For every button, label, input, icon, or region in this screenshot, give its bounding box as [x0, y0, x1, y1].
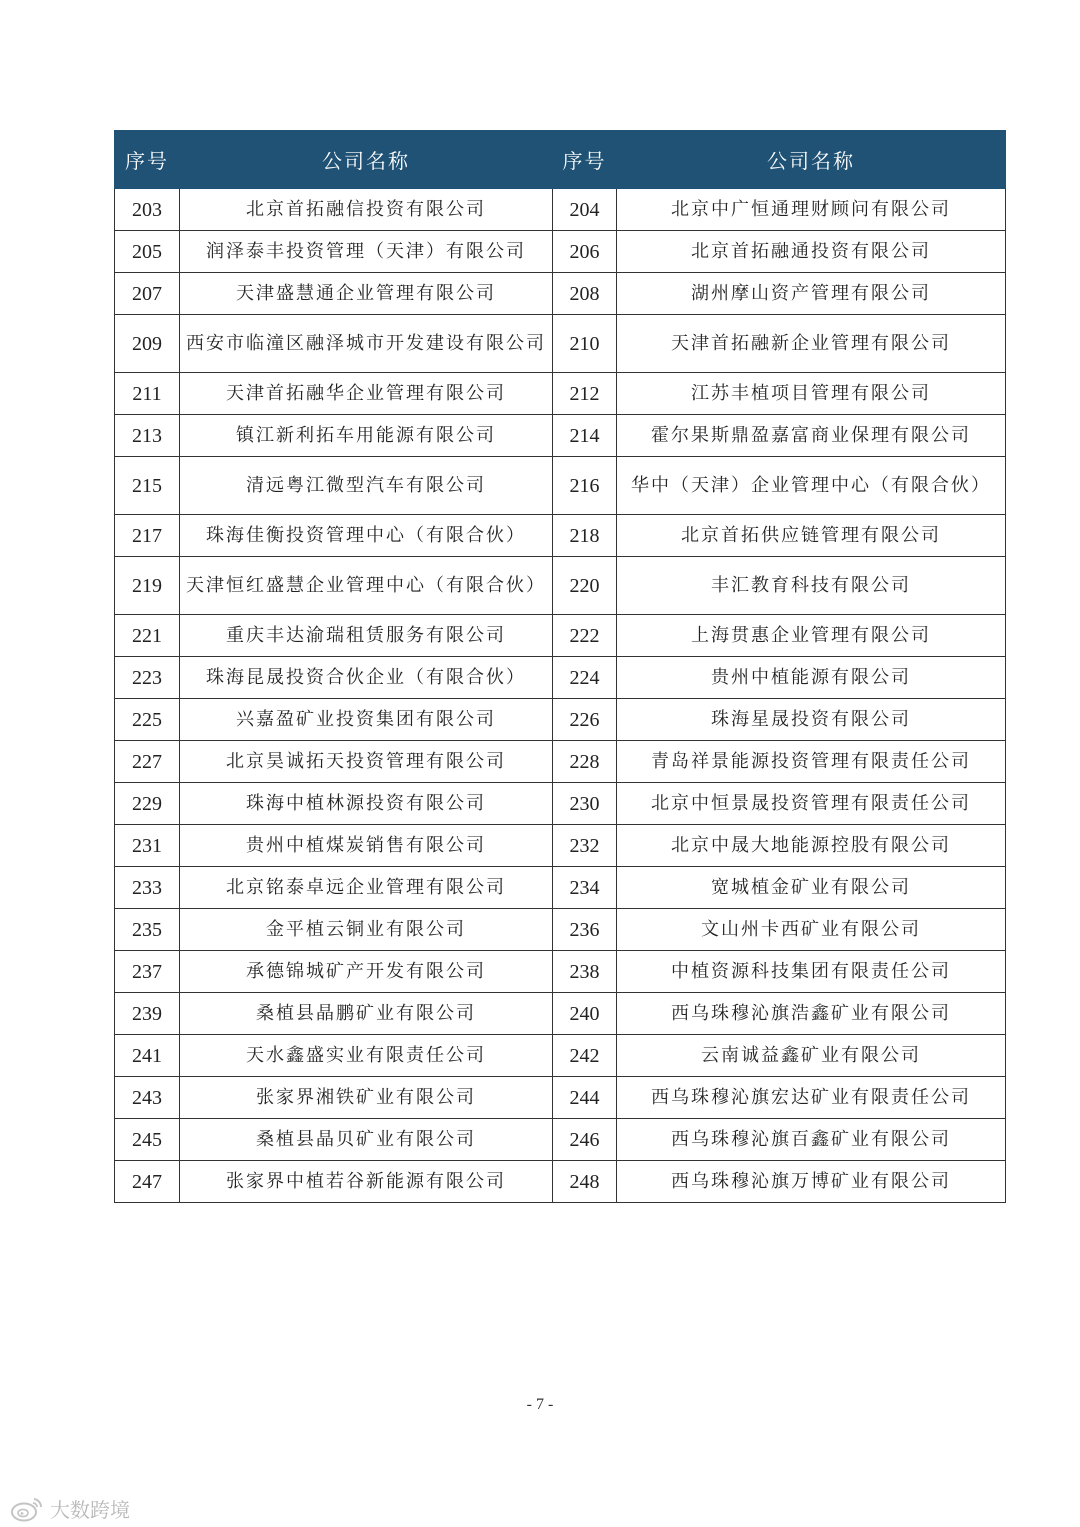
- table-row: [115, 825, 1006, 867]
- company-name-cell: 丰汇教育科技有限公司: [617, 557, 1006, 615]
- header-company-left: 公司名称: [180, 131, 553, 189]
- serial-cell: 237: [115, 951, 180, 993]
- company-name-cell: 天津盛慧通企业管理有限公司: [180, 273, 553, 315]
- company-name-cell: 重庆丰达渝瑞租赁服务有限公司: [180, 615, 553, 657]
- serial-cell: 221: [115, 615, 180, 657]
- company-name-cell: 清远粤江微型汽车有限公司: [180, 457, 553, 515]
- serial-cell: 228: [553, 741, 617, 783]
- serial-cell: 209: [115, 315, 180, 373]
- company-name-cell: 西乌珠穆沁旗宏达矿业有限责任公司: [617, 1077, 1006, 1119]
- company-name-cell: 西乌珠穆沁旗浩鑫矿业有限公司: [617, 993, 1006, 1035]
- serial-cell: 222: [553, 615, 617, 657]
- table-row: [115, 1161, 1006, 1203]
- table-row: [115, 615, 1006, 657]
- company-name-cell: 珠海中植林源投资有限公司: [180, 783, 553, 825]
- serial-cell: 204: [553, 189, 617, 231]
- company-name-cell: 珠海昆晟投资合伙企业（有限合伙）: [180, 657, 553, 699]
- company-name-cell: 北京首拓融通投资有限公司: [617, 231, 1006, 273]
- company-name-cell: 天水鑫盛实业有限责任公司: [180, 1035, 553, 1077]
- table-row: [115, 783, 1006, 825]
- company-name-cell: 天津首拓融华企业管理有限公司: [180, 373, 553, 415]
- table-row: [115, 373, 1006, 415]
- serial-cell: 220: [553, 557, 617, 615]
- table-row: [115, 315, 1006, 373]
- company-name-cell: 张家界湘铁矿业有限公司: [180, 1077, 553, 1119]
- serial-cell: 212: [553, 373, 617, 415]
- serial-cell: 213: [115, 415, 180, 457]
- company-name-cell: 贵州中植能源有限公司: [617, 657, 1006, 699]
- serial-cell: 217: [115, 515, 180, 557]
- serial-cell: 208: [553, 273, 617, 315]
- table-row: [115, 951, 1006, 993]
- table-row: [115, 993, 1006, 1035]
- table-row: [115, 273, 1006, 315]
- company-name-cell: 宽城植金矿业有限公司: [617, 867, 1006, 909]
- serial-cell: 231: [115, 825, 180, 867]
- page-number: - 7 -: [526, 1396, 554, 1413]
- serial-cell: 239: [115, 993, 180, 1035]
- serial-cell: 216: [553, 457, 617, 515]
- header-company-right: 公司名称: [617, 131, 1006, 189]
- serial-cell: 205: [115, 231, 180, 273]
- table-row: [115, 457, 1006, 515]
- serial-cell: 218: [553, 515, 617, 557]
- company-name-cell: 珠海星晟投资有限公司: [617, 699, 1006, 741]
- serial-cell: 240: [553, 993, 617, 1035]
- serial-cell: 215: [115, 457, 180, 515]
- table-row: [115, 557, 1006, 615]
- company-list-table: [114, 130, 1006, 1203]
- company-name-cell: 贵州中植煤炭销售有限公司: [180, 825, 553, 867]
- company-name-cell: 云南诚益鑫矿业有限公司: [617, 1035, 1006, 1077]
- serial-cell: 248: [553, 1161, 617, 1203]
- table-header-row: [115, 131, 1006, 189]
- serial-cell: 235: [115, 909, 180, 951]
- serial-cell: 206: [553, 231, 617, 273]
- company-name-cell: 北京昊诚拓天投资管理有限公司: [180, 741, 553, 783]
- table-row: [115, 515, 1006, 557]
- company-name-cell: 张家界中植若谷新能源有限公司: [180, 1161, 553, 1203]
- serial-cell: 242: [553, 1035, 617, 1077]
- serial-cell: 234: [553, 867, 617, 909]
- serial-cell: 227: [115, 741, 180, 783]
- serial-cell: 247: [115, 1161, 180, 1203]
- table-row: [115, 415, 1006, 457]
- company-name-cell: 北京首拓供应链管理有限公司: [617, 515, 1006, 557]
- serial-cell: 225: [115, 699, 180, 741]
- serial-cell: 230: [553, 783, 617, 825]
- serial-cell: 224: [553, 657, 617, 699]
- table-row: [115, 1119, 1006, 1161]
- company-name-cell: 珠海佳衡投资管理中心（有限合伙）: [180, 515, 553, 557]
- company-name-cell: 中植资源科技集团有限责任公司: [617, 951, 1006, 993]
- company-name-cell: 润泽泰丰投资管理（天津）有限公司: [180, 231, 553, 273]
- watermark: [10, 1494, 130, 1523]
- weibo-logo-icon: [10, 1495, 44, 1523]
- table-row: [115, 657, 1006, 699]
- table-row: [115, 1077, 1006, 1119]
- table-row: [115, 909, 1006, 951]
- serial-cell: 243: [115, 1077, 180, 1119]
- table-body: [115, 189, 1006, 1203]
- table-row: [115, 189, 1006, 231]
- serial-cell: 226: [553, 699, 617, 741]
- serial-cell: 244: [553, 1077, 617, 1119]
- serial-cell: 246: [553, 1119, 617, 1161]
- table-row: [115, 867, 1006, 909]
- company-name-cell: 镇江新利拓车用能源有限公司: [180, 415, 553, 457]
- serial-cell: 211: [115, 373, 180, 415]
- company-name-cell: 华中（天津）企业管理中心（有限合伙）: [617, 457, 1006, 515]
- company-name-cell: 承德锦城矿产开发有限公司: [180, 951, 553, 993]
- company-name-cell: 天津首拓融新企业管理有限公司: [617, 315, 1006, 373]
- watermark-text: 大数跨境: [50, 1498, 130, 1522]
- table-row: [115, 1035, 1006, 1077]
- company-name-cell: 西乌珠穆沁旗万博矿业有限公司: [617, 1161, 1006, 1203]
- serial-cell: 229: [115, 783, 180, 825]
- header-serial-left: 序号: [115, 131, 180, 189]
- company-name-cell: 桑植县晶贝矿业有限公司: [180, 1119, 553, 1161]
- company-name-cell: 江苏丰植项目管理有限公司: [617, 373, 1006, 415]
- serial-cell: 233: [115, 867, 180, 909]
- serial-cell: 232: [553, 825, 617, 867]
- company-name-cell: 湖州摩山资产管理有限公司: [617, 273, 1006, 315]
- company-name-cell: 北京中恒景晟投资管理有限责任公司: [617, 783, 1006, 825]
- company-name-cell: 北京首拓融信投资有限公司: [180, 189, 553, 231]
- company-name-cell: 金平植云铜业有限公司: [180, 909, 553, 951]
- company-name-cell: 文山州卡西矿业有限公司: [617, 909, 1006, 951]
- serial-cell: 219: [115, 557, 180, 615]
- company-name-cell: 西安市临潼区融泽城市开发建设有限公司: [180, 315, 553, 373]
- header-serial-right: 序号: [553, 131, 617, 189]
- serial-cell: 223: [115, 657, 180, 699]
- table-row: [115, 231, 1006, 273]
- serial-cell: 214: [553, 415, 617, 457]
- company-name-cell: 桑植县晶鹏矿业有限公司: [180, 993, 553, 1035]
- company-name-cell: 上海贯惠企业管理有限公司: [617, 615, 1006, 657]
- company-name-cell: 兴嘉盈矿业投资集团有限公司: [180, 699, 553, 741]
- company-name-cell: 霍尔果斯鼎盈嘉富商业保理有限公司: [617, 415, 1006, 457]
- company-name-cell: 北京铭泰卓远企业管理有限公司: [180, 867, 553, 909]
- company-name-cell: 青岛祥景能源投资管理有限责任公司: [617, 741, 1006, 783]
- company-name-cell: 天津恒红盛慧企业管理中心（有限合伙）: [180, 557, 553, 615]
- company-name-cell: 北京中晟大地能源控股有限公司: [617, 825, 1006, 867]
- serial-cell: 210: [553, 315, 617, 373]
- serial-cell: 238: [553, 951, 617, 993]
- table-row: [115, 741, 1006, 783]
- serial-cell: 203: [115, 189, 180, 231]
- company-name-cell: 北京中广恒通理财顾问有限公司: [617, 189, 1006, 231]
- serial-cell: 245: [115, 1119, 180, 1161]
- serial-cell: 236: [553, 909, 617, 951]
- company-name-cell: 西乌珠穆沁旗百鑫矿业有限公司: [617, 1119, 1006, 1161]
- serial-cell: 241: [115, 1035, 180, 1077]
- table-row: [115, 699, 1006, 741]
- serial-cell: 207: [115, 273, 180, 315]
